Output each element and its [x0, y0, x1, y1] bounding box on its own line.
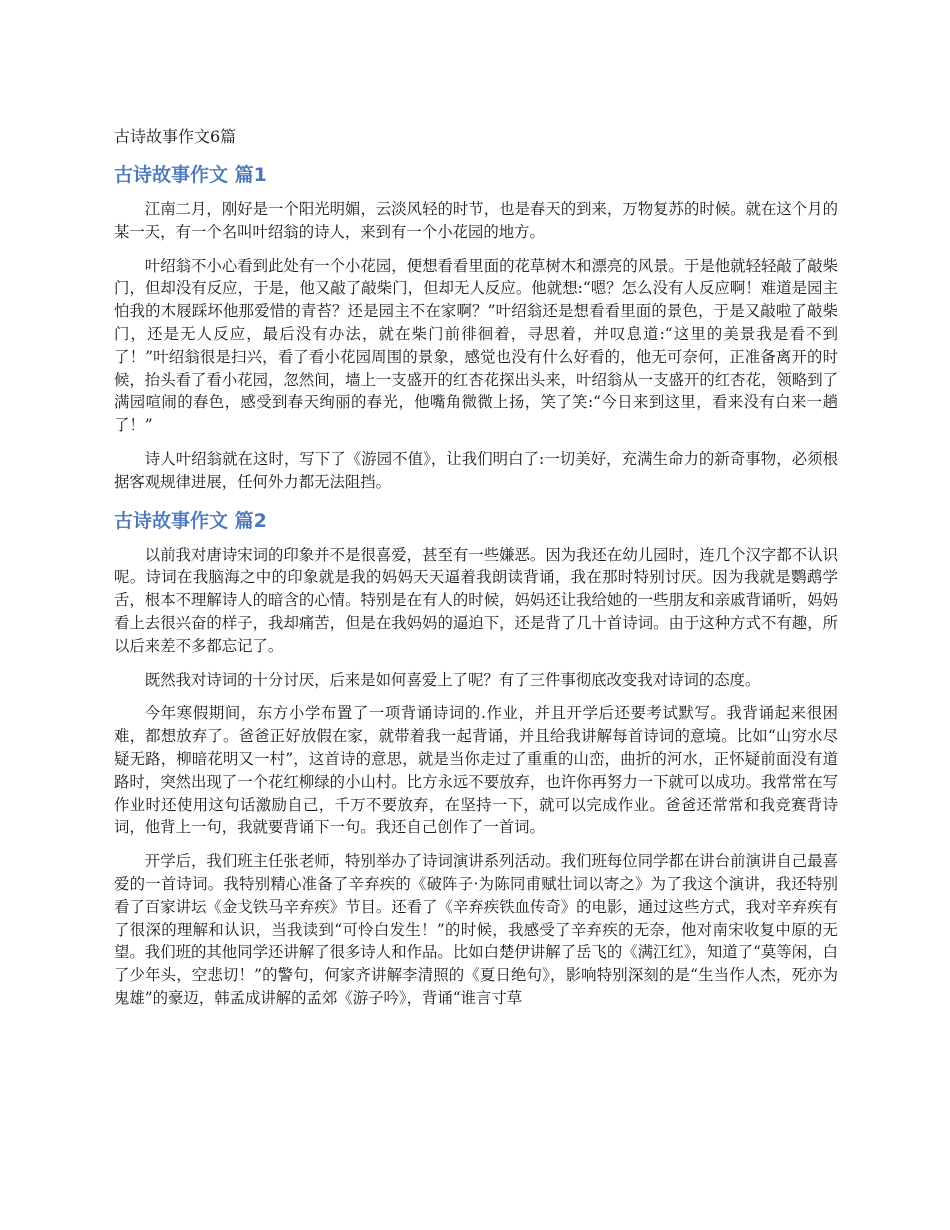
section-heading: 古诗故事作文 篇2	[114, 509, 267, 532]
paragraph: 江南二月，刚好是一个阳光明媚，云淡风轻的时节，也是春天的到来，万物复苏的时候。就在这个月的某一天，有一个名叫叶绍翁的诗人，来到有一个小花园的地方。	[114, 200, 838, 241]
paragraph: 以前我对唐诗宋词的印象并不是很喜爱，甚至有一些嫌恶。因为我还在幼儿园时，连几个汉字都不认识呢。诗词在我脑海之中的印象就是我的妈妈天天逼着我朗读背诵，我在那时特别讨厌。因为我就是鹦鹉学舌，根本不理解诗人的暗含的心情。特别是在有人的时候，妈妈还让我给她的一些朋友和亲戚背诵听，妈妈看上去很兴奋的样子，我却痛苦，但是在我妈妈的逼迫下，还是背了几十首诗词。由于这种方式不有趣，所以后来差不多都忘记了。	[114, 545, 838, 655]
paragraph: 既然我对诗词的十分讨厌，后来是如何喜爱上了呢？有了三件事彻底改变我对诗词的态度。	[144, 670, 761, 689]
section-1	[114, 162, 838, 494]
paragraph: 叶绍翁不小心看到此处有一个小花园，便想看看里面的花草树木和漂亮的风景。于是他就轻轻敲了敲柴门，但却没有反应，于是，他又敲了敲柴门，但却无人反应。他就想:“嗯？怎么没有人反应啊！难道是园主怕我的木屐踩坏他那爱惜的青苔？还是园主不在家啊？”叶绍翁还是想看看里面的景色，于是又敲啦了敲柴门，还是无人反应，最后没有办法，就在柴门前徘徊着，寻思着，并叹息道:“这里的美景我是看不到了！”叶绍翁很是扫兴，看了看小花园周围的景象，感觉也没有什么好看的，他无可奈何，正准备离开的时候，抬头看了看小花园，忽然间，墙上一支盛开的红杏花探出头来，叶绍翁从一支盛开的红杏花，领略到了满园喧闹的春色，感受到春天绚丽的春光，他嘴角微微上扬，笑了笑:“今日来到这里，看来没有白来一趟了！”	[114, 256, 838, 435]
section-heading: 古诗故事作文 篇1	[114, 164, 267, 186]
paragraph: 诗人叶绍翁就在这时，写下了《游园不值》，让我们明白了:一切美好，充满生命力的新奇事物，必须根据客观规律进展，任何外力都无法阻挡。	[114, 449, 838, 491]
document-title: 古诗故事作文6篇	[114, 127, 237, 146]
section-2	[114, 508, 838, 1010]
paragraph: 开学后，我们班主任张老师，特别举办了诗词演讲系列活动。我们班每位同学都在讲台前演讲自己最喜爱的一首诗词。我特别精心准备了辛弃疾的《破阵子·为陈同甫赋壮词以寄之》为了我这个演讲，我还特别看了百家讲坛《金戈铁马辛弃疾》节目。还看了《辛弃疾铁血传奇》的电影，通过这些方式，我对辛弃疾有了很深的理解和认识，当我读到“可怜白发生！”的时候，我感受了辛弃疾的无奈，他对南宋收复中原的无望。我们班的其他同学还讲解了很多诗人和作品。比如白楚伊讲解了岳飞的《满江红》，知道了“莫等闲，白了少年头，空悲切！”的警句，何家齐讲解李清照的《夏日绝句》，影响特别深刻的是“生当作人杰，死亦为鬼雄”的豪迈，韩孟成讲解的孟郊《游子吟》，背诵“谁言寸草	[114, 852, 838, 1007]
paragraph: 今年寒假期间，东方小学布置了一项背诵诗词的.作业，并且开学后还要考试默写。我背诵起来很困难，都想放弃了。爸爸正好放假在家，就带着我一起背诵，并且给我讲解每首诗词的意境。比如“山穷水尽疑无路，柳暗花明又一村”，这首诗的意思，就是当你走过了重重的山峦，曲折的河水，正怀疑前面没有道路时，突然出现了一个花红柳绿的小山村。比方永远不要放弃，也许你再努力一下就可以成功。我常常在写作业时还使用这句话激励自己，千万不要放弃，在坚持一下，就可以完成作业。爸爸还常常和我竞赛背诗词，他背上一句，我就要背诵下一句。我还自己创作了一首词。	[114, 704, 838, 837]
